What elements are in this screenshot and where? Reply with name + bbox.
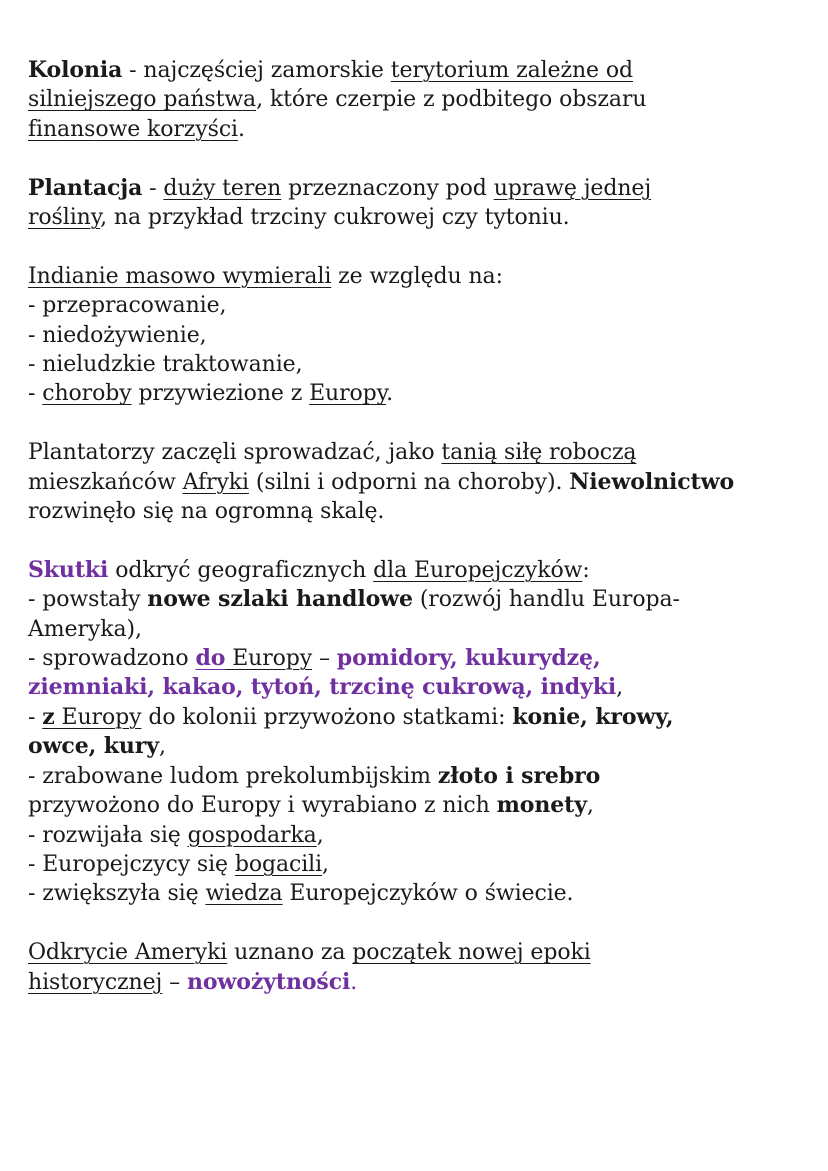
- bold-term: Niewolnictwo: [569, 468, 735, 495]
- text-run: , na przykład trzciny cukrowej czy tytoniu.: [100, 205, 570, 231]
- text-line: [28, 56, 808, 85]
- text-run: - rozwijała się: [28, 822, 188, 848]
- text-run: - powstały: [28, 587, 148, 613]
- text-run: (silni i odporni na choroby).: [248, 469, 570, 495]
- underlined-phrase: dla Europejczyków: [373, 557, 583, 583]
- text-run: ,: [322, 851, 329, 877]
- text-line: [28, 791, 808, 820]
- text-run: ,: [316, 822, 324, 848]
- text-line: [28, 762, 808, 791]
- text-run: mieszkańców: [28, 469, 183, 495]
- text-run: przywożono do Europy i wyrabiano z nich: [28, 793, 497, 819]
- text-run: (rozwój handlu Europa-: [412, 587, 680, 613]
- bold-term: Plantacja: [28, 174, 143, 201]
- text-run: Ameryka),: [28, 616, 142, 642]
- text-line: [28, 321, 808, 350]
- bold-term: konie, krowy,: [512, 703, 674, 730]
- text-run: - sprowadzono: [28, 646, 196, 672]
- kolonia-definition: [28, 56, 808, 144]
- bold-term: z: [42, 703, 55, 730]
- text-run: - niedożywienie,: [28, 322, 207, 348]
- text-line: [28, 85, 808, 114]
- text-line: [28, 938, 808, 967]
- text-run: - zwiększyła się: [28, 881, 206, 907]
- underlined-phrase: bogacili: [234, 851, 323, 877]
- odkrycie-ameryki-paragraph: [28, 938, 808, 997]
- underlined-phrase: Odkrycie Ameryki: [28, 940, 228, 966]
- skutki-list: [28, 556, 808, 909]
- text-run: Plantatorzy zaczęli sprowadzać, jako: [28, 440, 442, 466]
- text-run: :: [582, 557, 590, 583]
- text-run: ,: [586, 793, 594, 819]
- text-run: -: [28, 704, 43, 730]
- highlighted-term: do: [195, 645, 226, 672]
- text-run: - nieludzkie traktowanie,: [28, 352, 303, 378]
- highlighted-term: pomidory, kukurydzę,: [336, 645, 601, 672]
- indianie-list: [28, 262, 808, 409]
- text-run: ,: [616, 675, 624, 701]
- underlined-phrase: tanią siłę roboczą: [441, 440, 637, 466]
- text-run: przeznaczony pod: [281, 175, 494, 201]
- text-line: [28, 174, 808, 203]
- text-line: [28, 497, 808, 526]
- text-line: [28, 468, 808, 497]
- underlined-phrase: początek nowej epoki: [352, 940, 591, 966]
- text-line: [28, 115, 808, 144]
- underlined-phrase: Europy: [54, 704, 142, 730]
- text-run: - przepracowanie,: [28, 293, 227, 319]
- underlined-phrase: rośliny: [28, 205, 101, 231]
- text-line: [28, 379, 808, 408]
- underlined-phrase: silniejszego państwa: [28, 87, 257, 113]
- underlined-phrase: Europy: [309, 381, 387, 407]
- text-run: –: [312, 646, 337, 672]
- bold-term: monety: [496, 792, 587, 819]
- text-run: .: [386, 381, 393, 407]
- bold-term: Kolonia: [28, 57, 123, 83]
- underlined-phrase: wiedza: [205, 881, 283, 907]
- text-run: - Europejczycy się: [28, 851, 235, 877]
- text-run: przywiezione z: [131, 381, 310, 407]
- underlined-phrase: duży teren: [163, 175, 282, 201]
- text-run: -: [28, 381, 43, 407]
- text-run: , które czerpie z podbitego obszaru: [256, 87, 647, 113]
- text-line: [28, 291, 808, 320]
- underlined-phrase: Europy: [225, 646, 313, 672]
- text-run: ,: [158, 734, 166, 760]
- text-run: ze względu na:: [331, 263, 503, 289]
- bold-term: owce, kury: [28, 733, 159, 760]
- text-run: do kolonii przywożono statkami:: [141, 704, 513, 730]
- text-run: - zrabowane ludom prekolumbijskim: [28, 763, 438, 789]
- text-run: - najczęściej zamorskie: [122, 58, 391, 83]
- text-line: [28, 350, 808, 379]
- text-line: [28, 850, 808, 879]
- text-line: [28, 556, 808, 585]
- text-line: [28, 203, 808, 232]
- niewolnictwo-paragraph: [28, 438, 808, 526]
- text-run: rozwinęło się na ogromną skalę.: [28, 499, 385, 525]
- text-run: .: [350, 969, 358, 995]
- highlighted-term: Skutki: [28, 556, 109, 583]
- bold-term: złoto i srebro: [437, 762, 601, 789]
- text-line: [28, 673, 808, 702]
- text-line: [28, 821, 808, 850]
- text-run: .: [237, 116, 245, 142]
- text-line: [28, 615, 808, 644]
- text-run: odkryć geograficznych: [108, 557, 374, 583]
- plantacja-definition: [28, 174, 808, 233]
- text-line: [28, 585, 808, 614]
- text-line: [28, 644, 808, 673]
- text-run: –: [162, 969, 187, 995]
- text-run: -: [142, 175, 164, 201]
- text-line: [28, 968, 808, 997]
- underlined-phrase: Afryki: [182, 469, 249, 495]
- text-line: [28, 703, 808, 732]
- underlined-phrase: choroby: [42, 381, 132, 407]
- text-line: [28, 438, 808, 467]
- highlighted-term: nowożytności: [186, 968, 351, 995]
- underlined-phrase: Indianie masowo wymierali: [28, 263, 332, 289]
- text-run: uznano za: [227, 940, 353, 966]
- underlined-phrase: gospodarka: [187, 822, 317, 848]
- underlined-phrase: terytorium zależne od: [390, 58, 633, 83]
- underlined-phrase: historycznej: [28, 969, 163, 995]
- text-line: [28, 732, 808, 761]
- underlined-phrase: uprawę jednej: [493, 175, 652, 201]
- underlined-phrase: finansowe korzyści: [28, 116, 238, 142]
- highlighted-term: ziemniaki, kakao, tytoń, trzcinę cukrową, indyki: [28, 674, 617, 701]
- text-run: Europejczyków o świecie.: [282, 881, 574, 907]
- text-line: [28, 262, 808, 291]
- bold-term: nowe szlaki handlowe: [147, 586, 413, 613]
- text-line: [28, 879, 808, 908]
